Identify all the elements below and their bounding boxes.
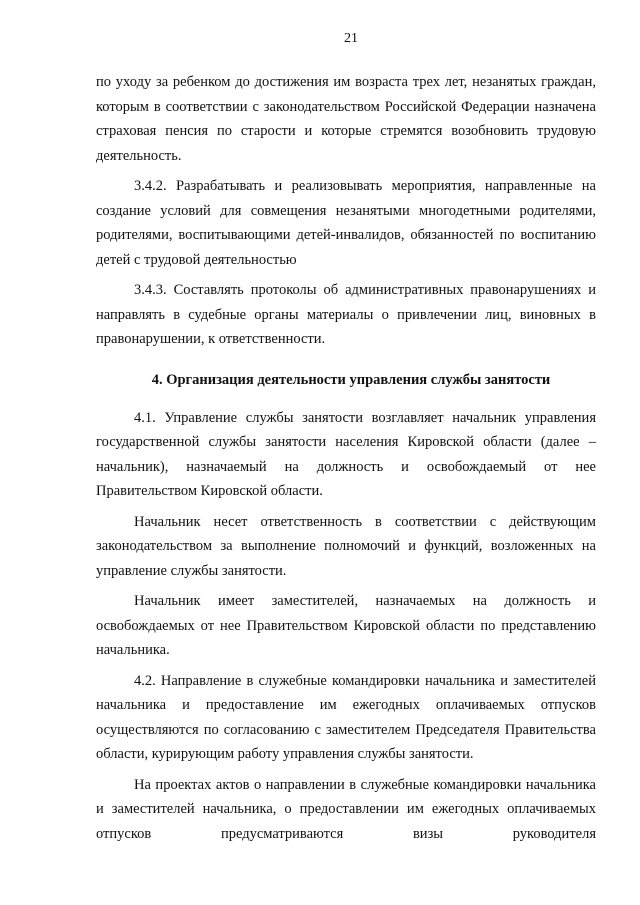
paragraph-continuation: по уходу за ребенком до достижения им возраста трех лет, незанятых граждан, которым в соответствии с законодательством Российской Федерации назначена страховая пенсия по старости и которые стремятся возобновить трудовую деятельность.: [96, 74, 596, 164]
paragraph-3-4-2: 3.4.2. Разрабатывать и реализовывать мероприятия, направленные на создание условий для совмещения незанятыми многодетными родителями, родителями, воспитывающими детей-инвалидов, обязанностей по воспитанию детей с трудовой деятельностью: [96, 178, 596, 268]
paragraph-3-4-3: 3.4.3. Составлять протоколы об административных правонарушениях и направлять в судебные органы материалы о привлечении лиц, виновных в правонарушении, к ответственности.: [96, 282, 596, 347]
paragraph-4-2: 4.2. Направление в служебные командировки начальника и заместителей начальника и предоставление им ежегодных оплачиваемых отпусков осуществляются по согласованию с заместителем Председателя Правительства области, курирующим работу управления службы занятости.: [96, 672, 596, 762]
section-heading: 4. Организация деятельности управления службы занятости: [151, 371, 551, 388]
paragraph-head-responsibility: Начальник несет ответственность в соответствии с действующим законодательством за выполнение полномочий и функций, возложенных на управление службы занятости.: [96, 513, 596, 579]
paragraph-4-1: 4.1. Управление службы занятости возглавляет начальник управления государственной службы занятости населения Кировской области (далее – начальник), назначаемый на должность и освобождаемый от нее Правительством Кировской области.: [96, 409, 596, 499]
paragraph-visas: На проектах актов о направлении в служебные командировки начальника и заместителей начальника, о предоставлении им ежегодных оплачиваемых отпусков предусматриваются визы руководителя: [96, 776, 596, 842]
page-number: 21: [344, 31, 358, 46]
paragraph-deputies: Начальник имеет заместителей, назначаемых на должность и освобождаемых от нее Правительством Кировской области по представлению начальника.: [96, 593, 596, 658]
